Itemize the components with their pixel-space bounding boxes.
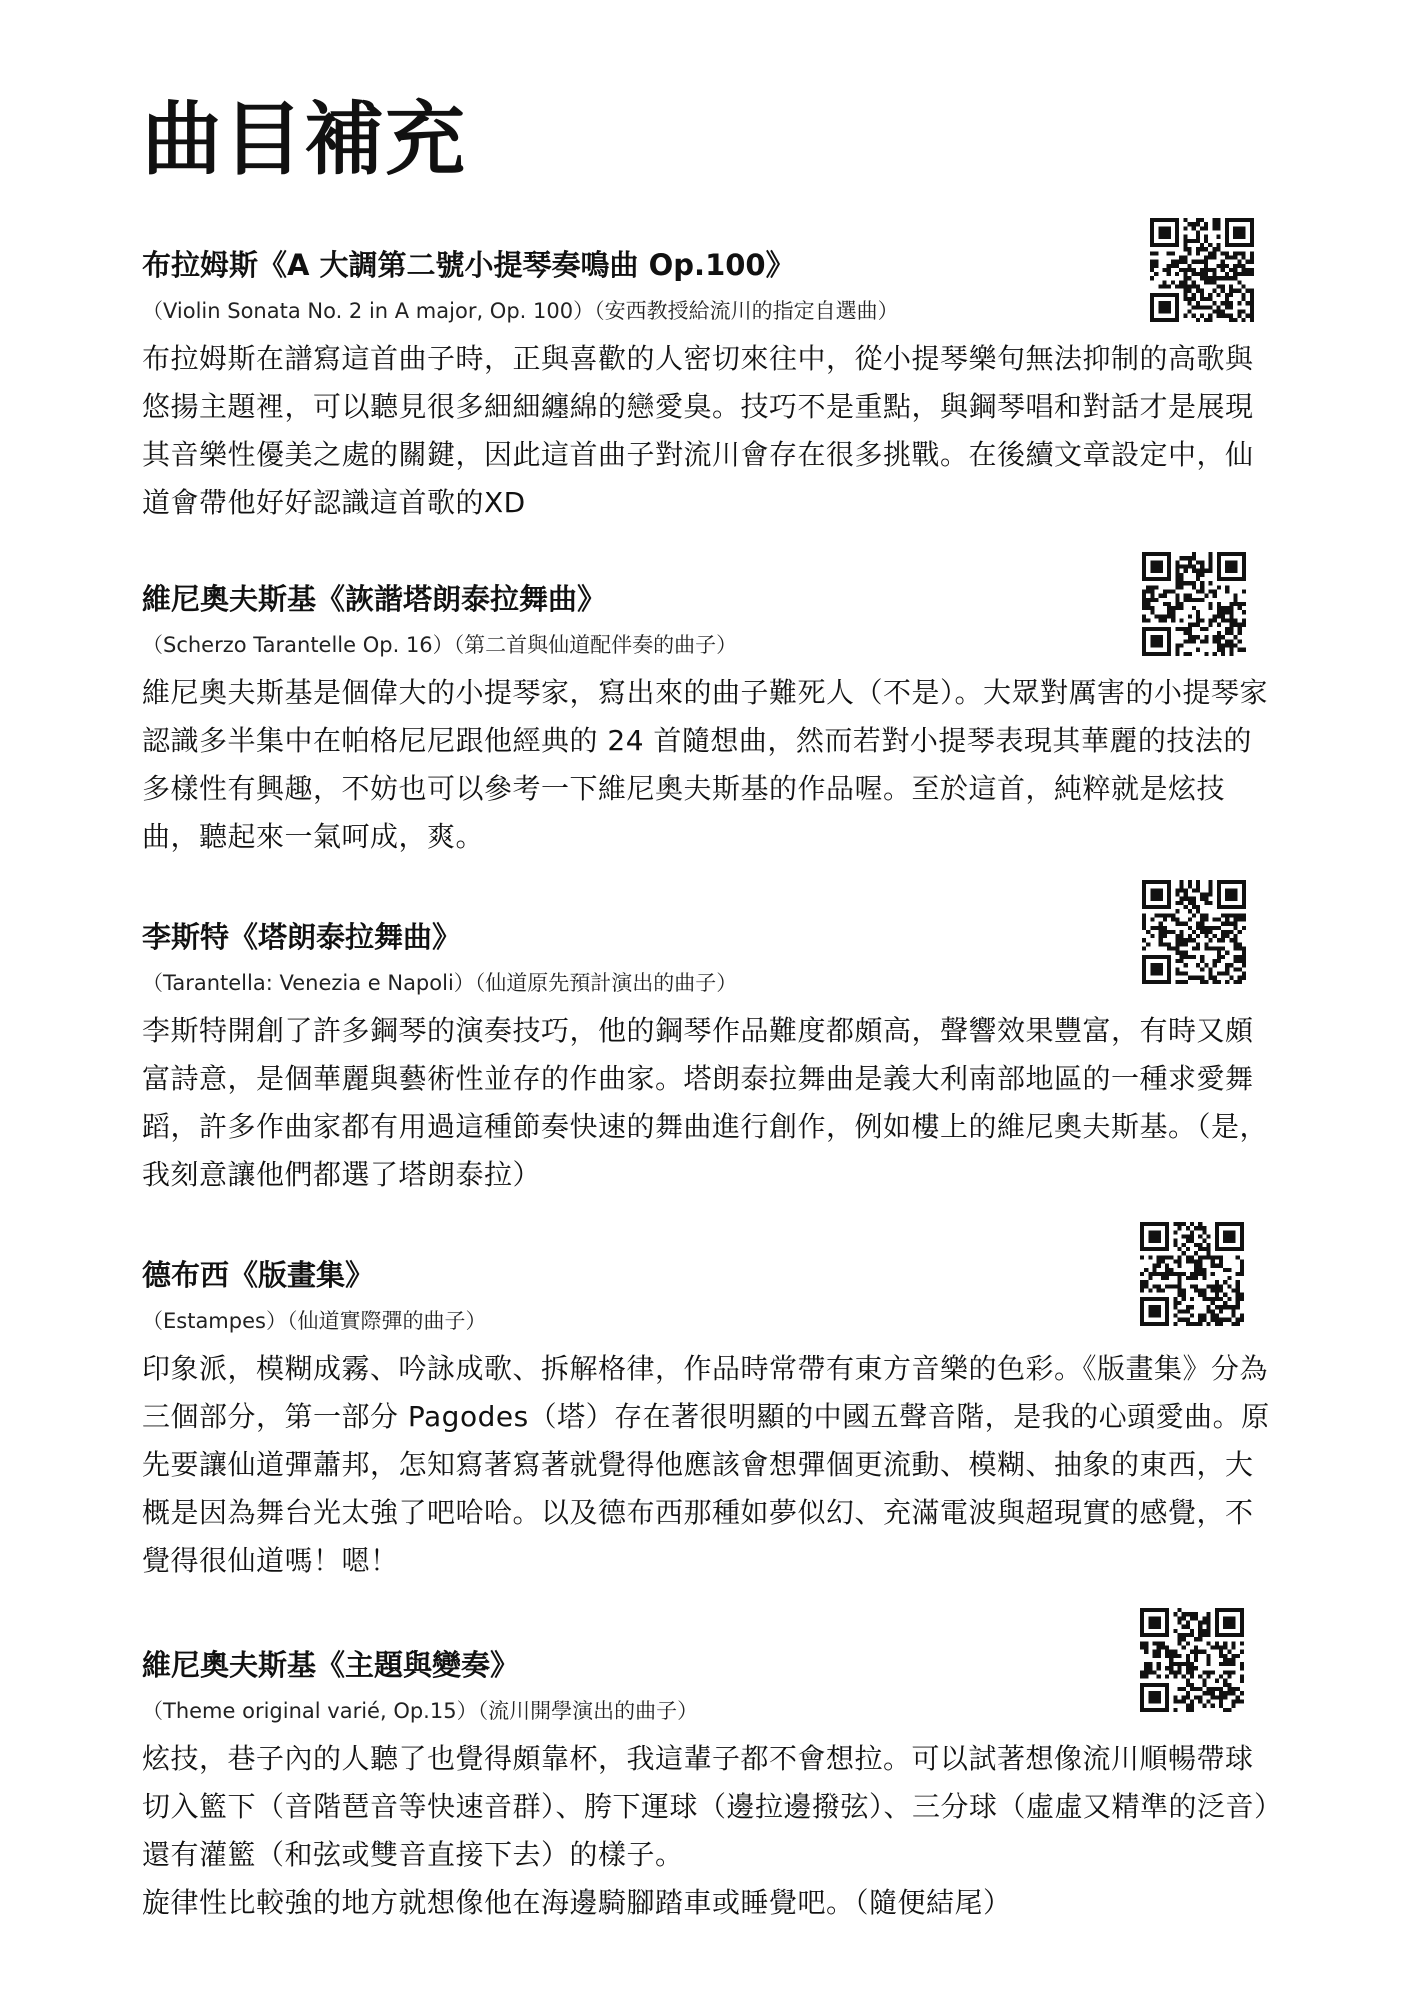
section-title: 維尼奧夫斯基《詼諧塔朗泰拉舞曲》 <box>142 582 607 616</box>
piece-section-debussy <box>142 1258 1270 1585</box>
section-body: 李斯特開創了許多鋼琴的演奏技巧，他的鋼琴作品難度都頗高，聲響效果豐富，有時又頗富詩意，是個華麗與藝術性並存的作曲家。塔朗泰拉舞曲是義大利南部地區的一種求愛舞蹈，許多作曲家都有用過這種節奏快速的舞曲進行創作，例如樓上的維尼奧夫斯基。（是，我刻意讓他們都選了塔朗泰拉） <box>142 1013 1269 1191</box>
section-body: 印象派，模糊成霧、吟詠成歌、拆解格律，作品時常帶有東方音樂的色彩。《版畫集》分為三個部分，第一部分 Pagodes（塔）存在著很明顯的中國五聲音階，是我的心頭愛曲。原先要讓仙道彈蕭邦，怎知寫著寫著就覺得他應該會想彈個更流動、模糊、抽象的東西，大概是因為舞台光太強了吧哈哈。以及德布西那種如夢似幻、充滿電波與超現實的感覺，不覺得很仙道嗎！嗯！ <box>142 1351 1270 1577</box>
section-subtitle: （Tarantella: Venezia e Napoli）（仙道原先預計演出的曲子） <box>142 970 738 995</box>
section-subtitle: （Estampes）（仙道實際彈的曲子） <box>142 1308 487 1333</box>
section-title: 李斯特《塔朗泰拉舞曲》 <box>142 920 462 954</box>
qr-code-icon[interactable] <box>1140 1608 1244 1712</box>
section-title: 德布西《版畫集》 <box>142 1258 375 1292</box>
section-title: 布拉姆斯《A 大調第二號小提琴奏鳴曲 Op.100》 <box>142 248 795 282</box>
qr-code-icon[interactable] <box>1150 218 1254 322</box>
section-body: 維尼奧夫斯基是個偉大的小提琴家，寫出來的曲子難死人（不是）。大眾對厲害的小提琴家認識多半集中在帕格尼尼跟他經典的 24 首隨想曲，然而若對小提琴表現其華麗的技法的多樣性有興趣，不妨也可以參考一下維尼奧夫斯基的作品喔。至於這首，純粹就是炫技曲，聽起來一氣呵成，爽。 <box>142 675 1269 853</box>
section-title: 維尼奧夫斯基《主題與變奏》 <box>142 1648 520 1682</box>
qr-code-icon[interactable] <box>1142 880 1246 984</box>
section-subtitle: （Scherzo Tarantelle Op. 16）（第二首與仙道配伴奏的曲子） <box>142 632 738 657</box>
piece-section-wieniawski-scherzo <box>142 582 1270 861</box>
section-body: 布拉姆斯在譜寫這首曲子時，正與喜歡的人密切來往中，從小提琴樂句無法抑制的高歌與悠揚主題裡，可以聽見很多細細纏綿的戀愛臭。技巧不是重點，與鋼琴唱和對話才是展現其音樂性優美之處的關鍵，因此這首曲子對流川會存在很多挑戰。在後續文章設定中，仙道會帶他好好認識這首歌的XD <box>142 341 1254 519</box>
piece-section-brahms <box>142 248 1270 527</box>
section-subtitle: （Violin Sonata No. 2 in A major, Op. 100）（安西教授給流川的指定自選曲） <box>142 298 899 323</box>
section-body: 炫技，巷子內的人聽了也覺得頗靠杯，我這輩子都不會想拉。可以試著想像流川順暢帶球切入籃下（音階琶音等快速音群）、胯下運球（邊拉邊撥弦）、三分球（虛虛又精準的泛音）還有灌籃（和弦或雙音直接下去）的樣子。 旋律性比較強的地方就想像他在海邊騎腳踏車或睡覺吧。（隨便結尾） <box>142 1741 1269 1919</box>
piece-section-wieniawski-variations <box>142 1648 1270 1927</box>
qr-code-icon[interactable] <box>1142 552 1246 656</box>
qr-code-icon[interactable] <box>1140 1222 1244 1326</box>
section-subtitle: （Theme original varié, Op.15）（流川開學演出的曲子） <box>142 1698 699 1723</box>
page-title: 曲目補充 <box>142 93 466 186</box>
piece-section-liszt <box>142 920 1270 1199</box>
